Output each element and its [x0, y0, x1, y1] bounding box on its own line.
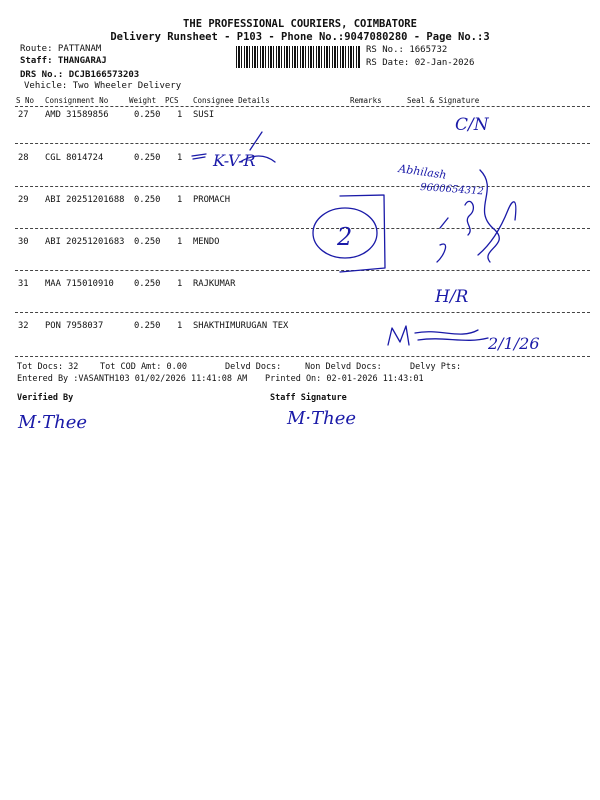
row-29-pcs: 1 [177, 195, 183, 205]
row-31-pcs: 1 [177, 279, 183, 289]
pen-scrawl [478, 202, 516, 255]
row-27-consignee: SUSI [193, 110, 215, 120]
pen-scrawl [480, 170, 499, 262]
row-30-consignment: ABI 20251201683 [45, 237, 125, 247]
row-27-consignment: AMD 31589856 [45, 110, 109, 120]
company-title: THE PROFESSIONAL COURIERS, COIMBATORE [183, 18, 417, 30]
non-delivered-docs: Non Delvd Docs: [305, 362, 382, 372]
circled-number: 2 [337, 223, 353, 251]
row-29-sno: 29 [18, 195, 29, 205]
row-28-weight: 0.250 [134, 153, 161, 163]
col-seal-signature: Seal & Signature [407, 96, 480, 105]
row-27-pcs: 1 [177, 110, 183, 120]
staff-signature-label: Staff Signature [270, 393, 347, 403]
row-30-consignee: MENDO [193, 237, 220, 247]
col-weight: Weight [129, 96, 157, 105]
row-32-pcs: 1 [177, 321, 183, 331]
rs-number: RS No.: 1665732 [366, 45, 448, 55]
row-30-pcs: 1 [177, 237, 183, 247]
col-pcs: PCS [165, 96, 179, 105]
verified-signature: M·Thee [18, 412, 88, 433]
total-cod-amount: Tot COD Amt: 0.00 [100, 362, 187, 372]
row-32-sno: 32 [18, 321, 29, 331]
row-27-sno: 27 [18, 110, 29, 120]
row-28-sno: 28 [18, 153, 29, 163]
pen-stroke [388, 326, 409, 345]
row-30-sno: 30 [18, 237, 29, 247]
signature-row-29-phone: 9600654312 [419, 182, 485, 198]
signature-row-31: H/R [435, 287, 469, 307]
staff-label: Staff: THANGARAJ [20, 56, 107, 66]
vehicle-label: Vehicle: Two Wheeler Delivery [24, 81, 182, 91]
row-32-weight: 0.250 [134, 321, 161, 331]
signature-row-28: K-V-R [213, 151, 256, 170]
signature-row-27: C/N [455, 115, 489, 135]
row-28-pcs: 1 [177, 153, 183, 163]
pen-scrawl [465, 201, 473, 235]
strike-mark [192, 154, 206, 159]
printed-on: Printed On: 02-01-2026 11:43:01 [265, 374, 424, 384]
col-consignment: Consignment No [45, 96, 109, 105]
col-remarks: Remarks [350, 96, 382, 105]
row-28-consignment: CGL 8014724 [45, 153, 104, 163]
pen-tick-mark [250, 132, 262, 150]
row-27-weight: 0.250 [134, 110, 161, 120]
row-31-consignment: MAA 715010910 [45, 279, 114, 289]
pen-scrawl [437, 218, 448, 262]
signature-row-32-date: 2/1/26 [488, 334, 540, 353]
row-31-weight: 0.250 [134, 279, 161, 289]
row-29-consignment: ABI 20251201688 [45, 195, 125, 205]
entered-by: Entered By :VASANTH103 01/02/2026 11:41:08 AM [17, 374, 248, 384]
row-29-consignee: PROMACH [193, 195, 231, 205]
verified-by-label: Verified By [17, 393, 74, 403]
signature-row-29-name: Abhilash [397, 162, 448, 182]
row-32-consignment: PON 7958037 [45, 321, 104, 331]
row-32-consignee: SHAKTHIMURUGAN TEX [193, 321, 289, 331]
delivered-docs: Delvd Docs: [225, 362, 282, 372]
runsheet-subtitle: Delivery Runsheet - P103 - Phone No.:9047080280 - Page No.:3 [110, 31, 490, 43]
drs-label: DRS No.: DCJB166573203 [20, 70, 140, 80]
row-31-consignee: RAJKUMAR [193, 279, 236, 289]
row-31-sno: 31 [18, 279, 29, 289]
col-sno: S No [16, 96, 35, 105]
total-docs: Tot Docs: 32 [17, 362, 79, 372]
rs-date: RS Date: 02-Jan-2026 [366, 58, 475, 68]
row-30-weight: 0.250 [134, 237, 161, 247]
delivery-points: Delvy Pts: [410, 362, 462, 372]
pen-stroke [415, 330, 488, 340]
route-label: Route: PATTANAM [20, 44, 102, 54]
col-consignee: Consignee Details [193, 96, 270, 105]
row-29-weight: 0.250 [134, 195, 161, 205]
staff-signature: M·Thee [287, 408, 357, 429]
